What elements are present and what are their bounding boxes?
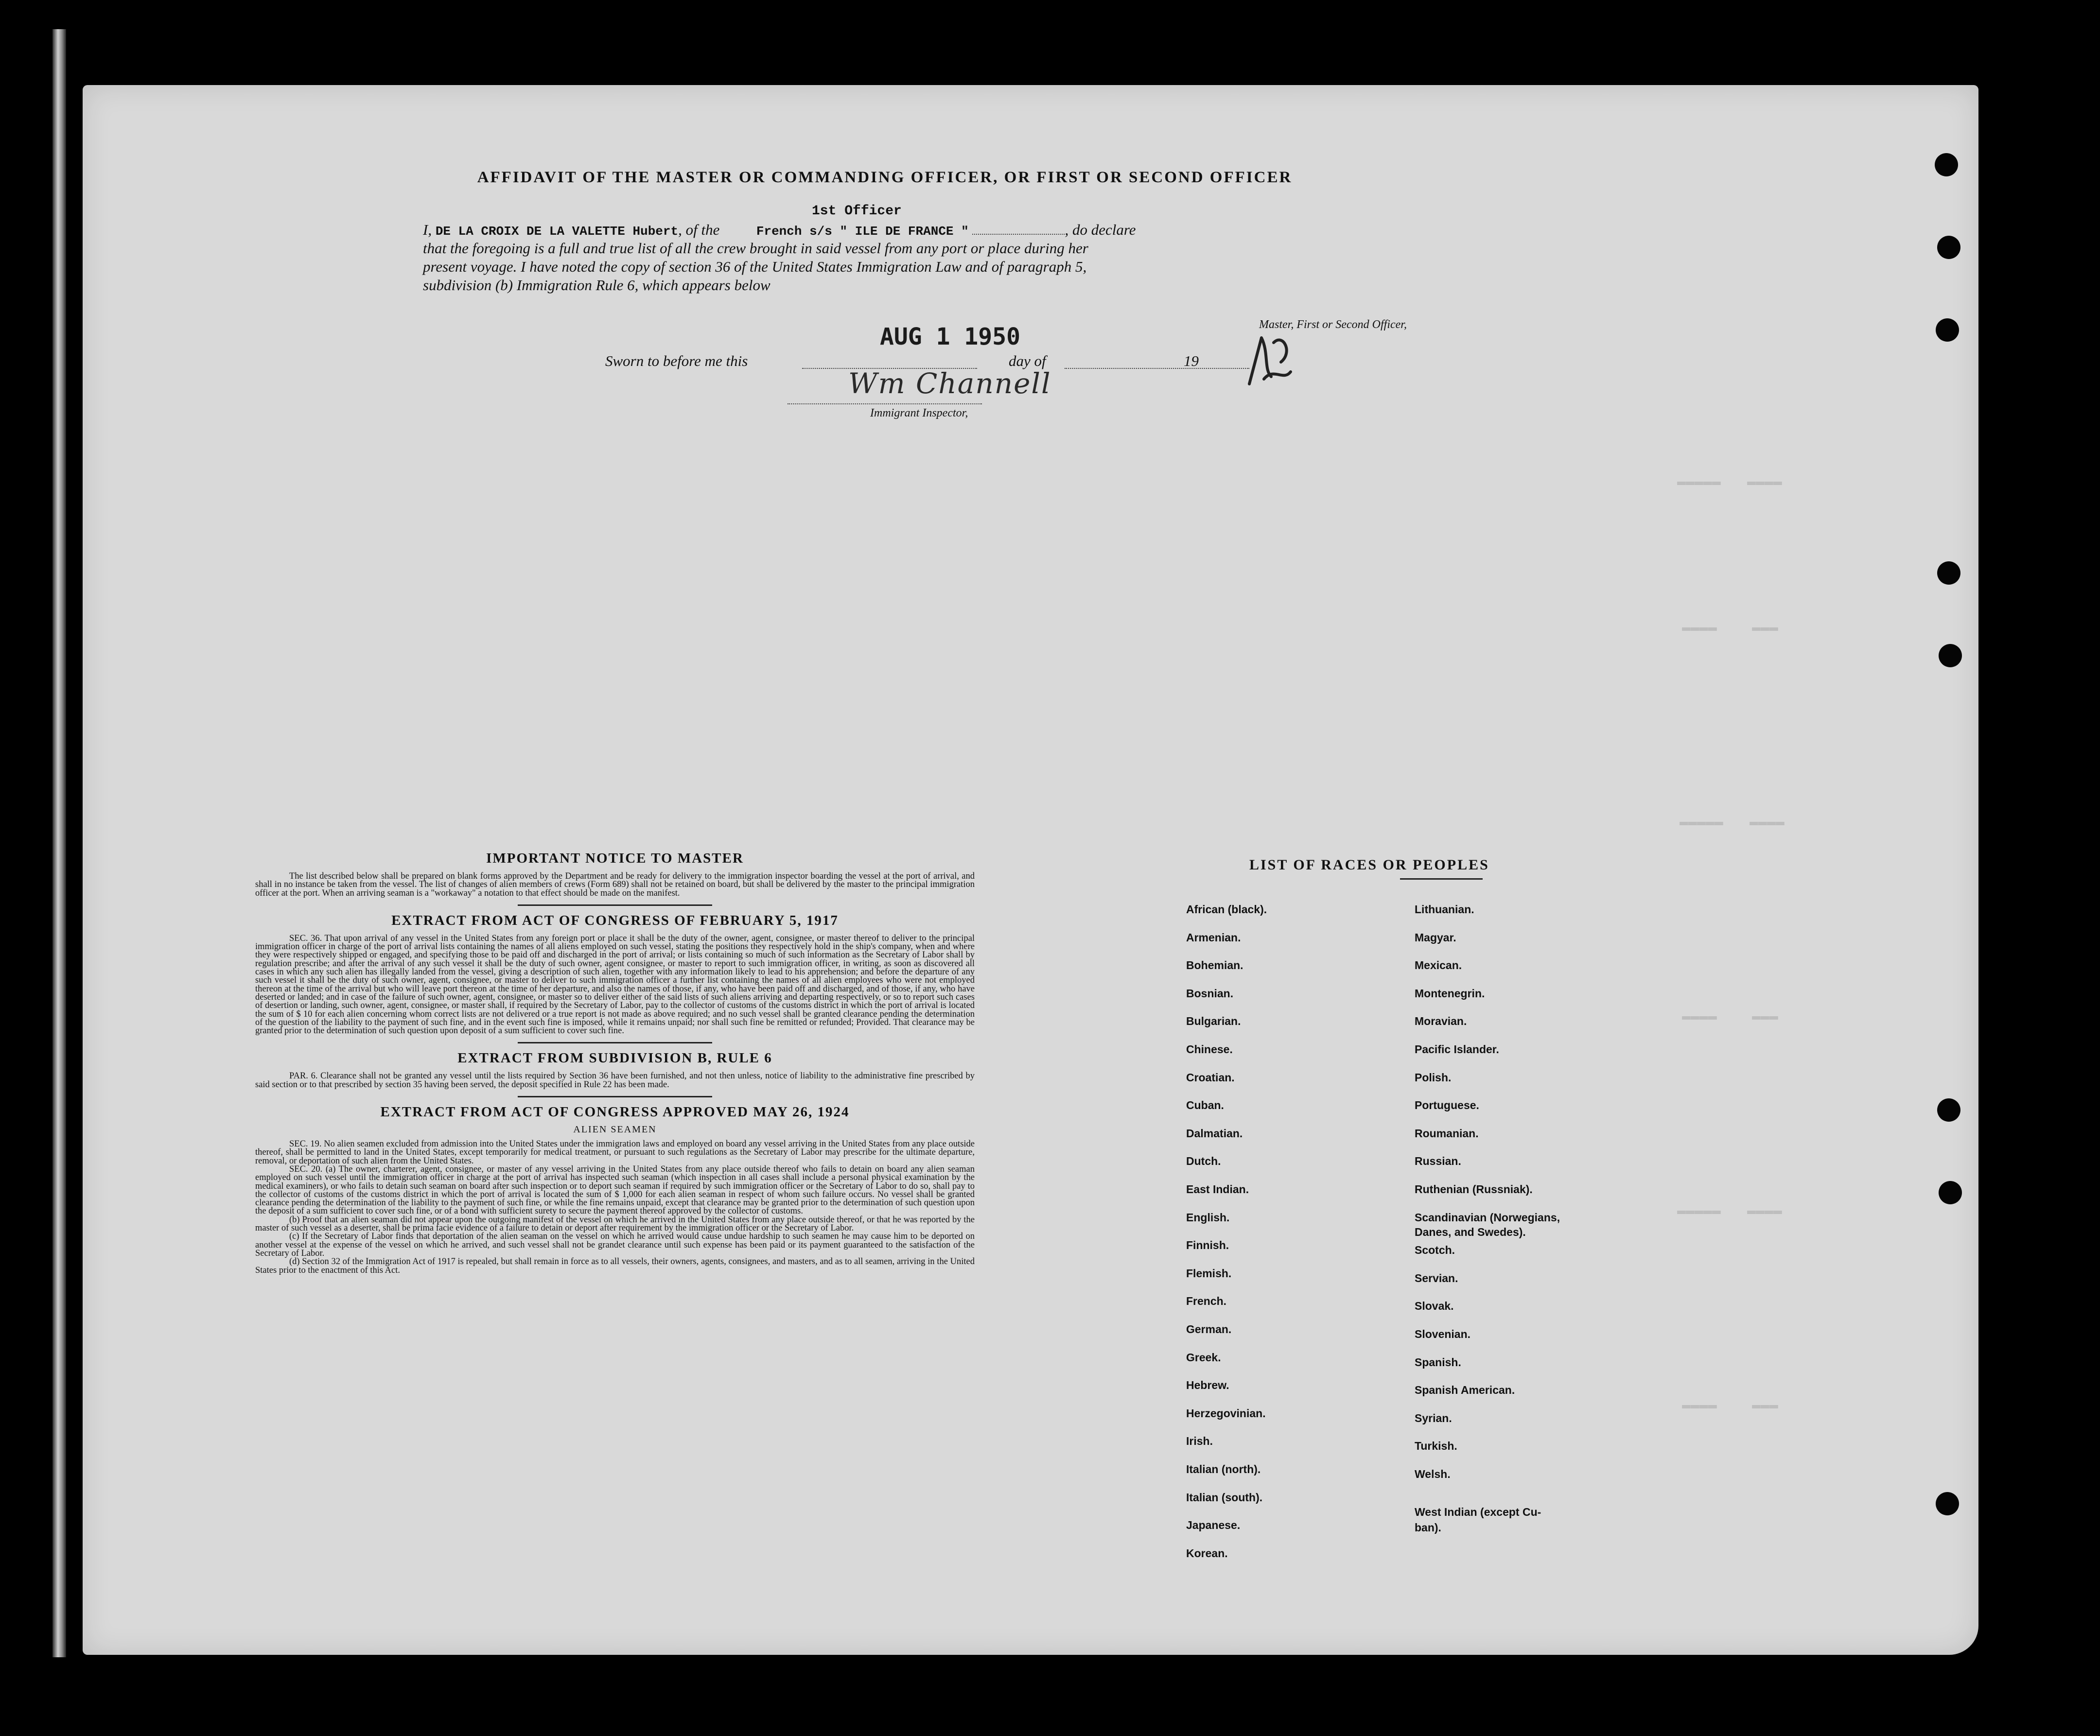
extract-1924-paragraph: (c) If the Secretary of Labor finds that deportation of the alien seaman on the vessel on which he arrived would cause undue hardship to such seamen he may cause him to be deported on another vessel at the expense of the vessel on which he arrived, and such vessel shall not be grandet clearance until such expense has been paid or its payment guaranteed to the satisfaction of the Secretary of Labor. [255,1232,975,1258]
race-entry-left: French. [1186,1295,1227,1308]
race-entry-left: Korean. [1186,1546,1228,1560]
race-entry-left: African (black). [1186,903,1267,916]
race-entry-right: Pacific Islander. [1415,1043,1499,1056]
left-legal-column [255,851,975,1275]
extract-rule6-title: EXTRACT FROM SUBDIVISION B, RULE 6 [457,1050,772,1066]
race-entry-left: East Indian. [1186,1183,1249,1196]
race-entry-right: Ruthenian (Russniak). [1415,1183,1533,1196]
race-entry-left: Bosnian. [1186,987,1234,1000]
punch-hole [1935,153,1958,176]
scan-edge-strip [52,29,66,1657]
inspector-title-caption: Immigrant Inspector, [870,407,968,419]
extract-1924-paragraph: (d) Section 32 of the Immigration Act of 1917 is repealed, but shall remain in force as to all vessels, their owners, agents, consignees, and masters, and as to all seamen, arriving in the United States prior to the enactment of this Act. [255,1257,975,1275]
sworn-before-label: Sworn to before me this [605,352,748,369]
year-prefix-label: 19 [1184,352,1199,369]
affidavit-line-1-end: , do declare [1065,221,1136,238]
bleed-through-text: ▬▬▬▬ ▬▬▬ [1682,620,1779,636]
race-entry-left: Japanese. [1186,1519,1241,1532]
section-divider [518,904,712,906]
race-entry-left: Bohemian. [1186,959,1243,972]
officer-title-caption: Master, First or Second Officer, [1259,318,1407,331]
extract-1917-title: EXTRACT FROM ACT OF CONGRESS OF FEBRUARY 5, 1917 [391,912,839,928]
race-entry-right: Moravian. [1415,1015,1467,1028]
race-entry-left: Hebrew. [1186,1379,1229,1392]
affidavit-line-2: that the foregoing is a full and true list of all the crew brought in said vessel from any port or place during her [423,240,1088,257]
race-entry-right: Servian. [1415,1271,1458,1285]
race-entry-right: Slovenian. [1415,1328,1471,1340]
bleed-through-text: ▬▬▬▬▬ ▬▬▬▬ [1680,814,1785,831]
race-entry-right: Magyar. [1415,931,1456,944]
affidavit-line-4: subdivision (b) Immigration Rule 6, which appears below [423,277,770,294]
race-entry-right: West Indian (except Cu- [1415,1505,1541,1518]
punch-hole [1936,1492,1959,1515]
race-entry-left: Armenian. [1186,931,1241,944]
race-entry-left: Irish. [1186,1435,1213,1448]
extract-1924-subtitle: ALIEN SEAMEN [573,1124,657,1135]
race-entry-right: Syrian. [1415,1411,1452,1424]
bleed-through-text: ▬▬▬▬ ▬▬▬ [1682,1008,1779,1025]
extract-1924-paragraph: SEC. 20. (a) The owner, charterer, agent, consignee, or master of any vessel arriving in the United States from any place outside thereof who fails to detain on board any alien seaman employed on such vessel until the immigration officer in charge at the port of arrival has inspected such seaman (which inspection in all cases shall include a personal physical examination by the medical examiners), or who fails to detain such seaman on board after such inspection or to deport such seaman if required by such immigration officer or the Secretary of Labor to do so, shall pay to the collector of customs of the customs district in which the port of arrival is located the sum of $ 1,000 for each alien seaman in respect of whom such failure occurs. No vessel shall be granted clearance pending the determination of the liability to the payment of such fine, or while the fine remains unpaid, except that clearance may be granted prior to the determination of such question upon the deposit of a sum sufficient to cover such fine, or of a bond with sufficient surety to secure the payment thereof approved by the collector of customs. [255,1164,975,1216]
race-entry-right: Polish. [1415,1071,1452,1084]
race-entry-left: Dalmatian. [1186,1127,1243,1140]
officer-signature [1235,323,1303,391]
race-entry-right: Portuguese. [1415,1099,1479,1112]
punch-hole [1939,1181,1962,1204]
affidavit-line-1-lead: I, [423,221,432,238]
extract-1917-body: SEC. 36. That upon arrival of any vessel in the United States from any foreign port or place it shall be the duty of the owner, agent, consignee, or master thereof to deliver to the principal immigration officer in charge of the port of arrival lists containing the names of all aliens employed on such vessel, stating the positions they respectively hold in the ship's company, when and where they were respectively shipped or engaged, and specifying those to be paid off and discharged in the port of arrival; or lists containing so much of such information as the Secretary of Labor shall by regulation prescribe; and after the arrival of any such vessel it shall be the duty of such owner, agent consignee, or master to report to such immigration officer, in writing, as soon as discovered all cases in which any such alien has illegally landed from the vessel, giving a description of such alien, together with any information likely to lead to his apprehension; and before the departure of any such vessel it shall be the duty of such owner, agent, consignee, or master to deliver to such immigration officer a further list containing the names of all alien employees who were not employed thereon at the time of the arrival but who will leave port thereon at the time of her departure, and also the names of those, if any, who have been paid off and discharged, and of those, if any, who have deserted or landed; and in case of the failure of such owner, agent, consignee, or master so to deliver either of the said lists of such aliens arriving and departing respectively, or so to report such cases of desertion or landing, such owner, agent, consignee, or master shall, if required by the Secretary of Labor, pay to the collector of customs of the customs district in which the port of arrival is located the sum of $ 10 for each alien concerning whom correct lists are not delivered or a true report is not made as above required; and no such vessel shall be granted clearance pending the determination of the question of the liability to the payment of such fine, and in the event such fine is imposed, while it remains unpaid; nor shall such fine be remitted or refunded; Provided. That clearance may be granted prior to the determination of such question upon deposit of a sum sufficient to cover such fine. [255,933,975,1036]
extract-1924-paragraph: SEC. 19. No alien seamen excluded from admission into the United States under the immigration laws and employed on board any vessel arriving in the United States from any place outside thereof, shall be permitted to land in the United States, except temporarily for medical treatment, or pursuant to such regulations as the Secretary of Labor may prescribe for the ultimate departure, removal, or deportation of such alien from the United States. [255,1139,975,1166]
affidavit-line-1 [423,221,1590,239]
affidavit-line-1-mid: , of the [678,221,720,238]
date-stamp: AUG 1 1950 [880,323,1020,350]
race-entry-left: Herzegovinian. [1186,1406,1266,1420]
section-divider [518,1042,712,1043]
extract-1924-paragraph: (b) Proof that an alien seaman did not appear upon the outgoing manifest of the vessel on which he arrived in the United States from any place outside thereof, or that he was reported by the master of such vessel as a deserter, shall be prima facie evidence of a failure to detain or deport after requirement by the immigration officer or the Secretary of Labor. [255,1215,975,1233]
race-entry-right: Welsh. [1415,1468,1451,1480]
race-entry-left: German. [1186,1323,1232,1336]
affidavit-heading: AFFIDAVIT OF THE MASTER OR COMMANDING OFFICER, OR FIRST OR SECOND OFFICER [477,169,1293,186]
bleed-through-text: ▬▬▬▬▬ ▬▬▬▬ [1677,1203,1783,1219]
punch-hole [1937,1098,1960,1122]
race-entry-right: Scotch. [1415,1244,1455,1257]
race-entry-right: Russian. [1415,1155,1461,1168]
race-entry-right: Mexican. [1415,959,1462,972]
officer-name-typed: DE LA CROIX DE LA VALETTE Hubert [435,224,679,239]
month-blank-line [1065,368,1249,369]
vessel-name-typed: French s/s " ILE DE FRANCE " [756,224,969,239]
bleed-through-text: ▬▬▬▬ ▬▬▬ [1682,1397,1779,1414]
race-entry-right: Scandinavian (Norwegians, [1415,1211,1560,1224]
race-entry-left: Finnish. [1186,1239,1229,1252]
inspector-sign-line [788,403,982,404]
race-entry-left: English. [1186,1211,1230,1224]
punch-hole [1937,561,1960,585]
race-entry-right: Roumanian. [1415,1127,1479,1140]
notice-body: The list described below shall be prepared on blank forms approved by the Department and be ready for delivery to the immigration inspector boarding the vessel at the port of arrival, and shall in no instance be taken from the vessel. The list of changes of alien members of crews (Form 689) shall not be retained on board, but shall be delivered by the master to the principal immigration officer at the port. When an arriving seaman is a "workaway" a notation to that effect should be made on the manifest. [255,871,975,898]
punch-hole [1937,236,1960,259]
race-entry-right: Lithuanian. [1415,903,1474,916]
race-entry-left: Cuban. [1186,1099,1224,1112]
race-entry-left: Flemish. [1186,1267,1232,1280]
race-entry-right: Spanish. [1415,1355,1461,1369]
day-of-label: day of [1009,352,1046,369]
section-divider [518,1096,712,1097]
officer-rank-typed: 1st Officer [812,204,902,219]
race-entry-right: Danes, and Swedes). [1415,1225,1526,1238]
notice-title: IMPORTANT NOTICE TO MASTER [486,851,744,866]
race-entry-right: Turkish. [1415,1440,1457,1453]
race-entry-left: Chinese. [1186,1043,1233,1056]
race-entry-left: Greek. [1186,1351,1221,1364]
race-entry-left: Dutch. [1186,1155,1221,1168]
race-entry-left: Italian (south). [1186,1491,1263,1504]
race-entry-left: Croatian. [1186,1071,1235,1084]
inspector-signature: Wm Channell [848,367,1051,400]
manifest-page [83,85,1978,1655]
race-entry-left: Bulgarian. [1186,1015,1241,1028]
race-entry-right: Slovak. [1415,1300,1454,1313]
extract-rule6-body: PAR. 6. Clearance shall not be granted any vessel until the lists required by Section 36 have been furnished, and not then unless, notice of liability to the administrative fine prescribed by said section or to that prescribed by section 35 having been served, the deposit specified in Rule 22 has been made. [255,1071,975,1090]
race-entry-right: ban). [1415,1521,1441,1534]
races-title-underline [1400,878,1483,880]
races-title: LIST OF RACES OR PEOPLES [1249,857,1489,873]
race-entry-left: Italian (north). [1186,1463,1261,1476]
affidavit-line-3: present voyage. I have noted the copy of section 36 of the United States Immigration Law and of paragraph 5, [423,258,1087,275]
bleed-through-text: ▬▬▬▬▬ ▬▬▬▬ [1677,474,1783,490]
race-entry-right: Spanish American. [1415,1384,1515,1397]
punch-hole [1936,318,1959,342]
punch-hole [1939,644,1962,667]
race-entry-right: Montenegrin. [1415,987,1485,1000]
extract-1924-title: EXTRACT FROM ACT OF CONGRESS APPROVED MAY 26, 1924 [380,1104,850,1120]
